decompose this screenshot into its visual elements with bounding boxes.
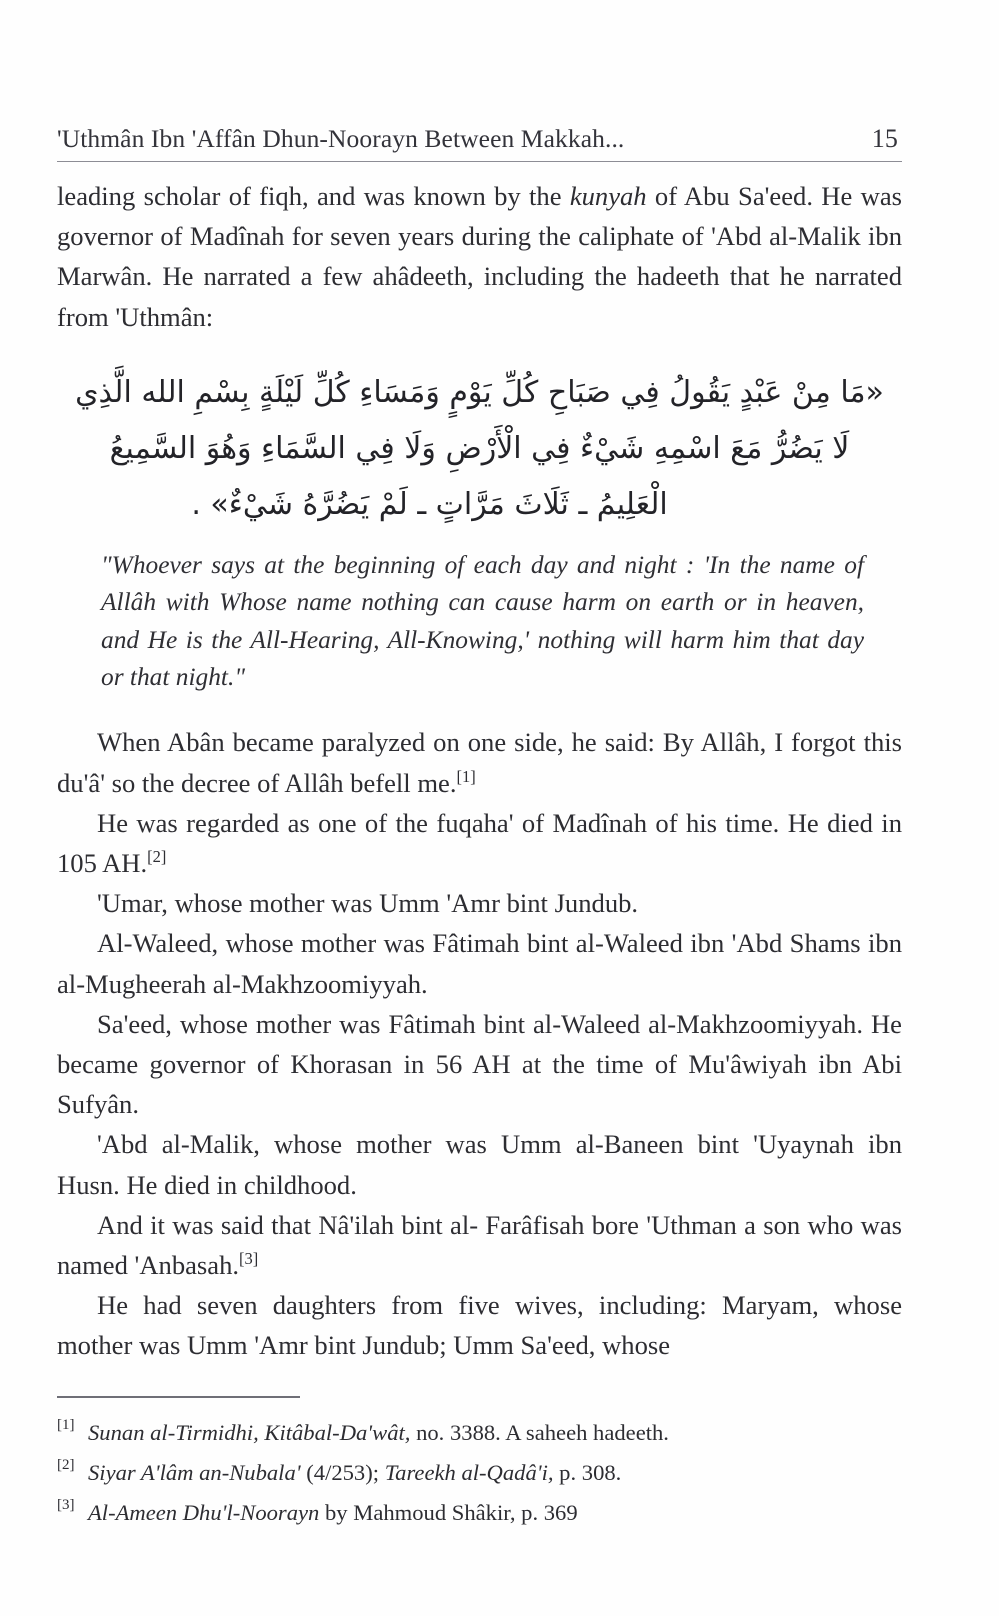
paragraph-aban-text: When Abân became paralyzed on one side, he said: By Allâh, I forgot this du'â' so the decree of Allâh befell me. — [57, 727, 902, 798]
footnote-3-marker: [3] — [57, 1496, 75, 1513]
paragraph-umar: 'Umar, whose mother was Umm 'Amr bint Jundub. — [97, 888, 639, 919]
paragraph-abd-al-malik: 'Abd al-Malik, whose mother was Umm al-Baneen bint 'Uyaynah ibn Husn. He died in childhood. — [57, 1129, 902, 1200]
paragraph-nailah-text: And it was said that Nâ'ilah bint al- Farâfisah bore 'Uthman a son who was named 'Anbasah. — [57, 1209, 902, 1281]
footnote-ref-3[interactable]: [3] — [239, 1249, 259, 1269]
paragraph-fuqaha-text: He was regarded as one of the fuqaha' of Madînah of his time. He died in 105 AH. — [57, 807, 902, 879]
footnote-2 — [57, 1456, 902, 1490]
footnote-3-rest: by Mahmoud Shâkir, p. 369 — [319, 1499, 578, 1525]
hadeeth-translation: "Whoever says at the beginning of each day and night : 'In the name of Allâh with Whose name nothing can cause harm on earth or in heaven, and He is the All-Hearing, All-Knowing,' nothing will harm him that day or that night." — [101, 550, 864, 692]
footnote-1-text — [88, 1416, 902, 1450]
paragraph-text-b: of Abu Sa'eed. He was governor of Madînah for seven years during the caliphate of 'Abd al-Malik ibn Marwân. He narrated a few ahâdeeth, including the hadeeth that he narrated from 'Uthmân: — [57, 181, 902, 332]
footnote-2-title: Siyar A'lâm an-Nubala' — [88, 1459, 301, 1485]
footnote-ref-2[interactable]: [2] — [147, 847, 167, 867]
footnote-2-marker: [2] — [57, 1456, 75, 1473]
footnote-2-middle: (4/253); — [300, 1459, 385, 1485]
paragraph-text-a: leading scholar of fiqh, and was known by the — [57, 181, 570, 211]
paragraph-continuation — [57, 176, 902, 337]
page-content — [57, 124, 902, 1366]
footnote-1-rest: no. 3388. A saheeh hadeeth. — [410, 1419, 669, 1445]
arabic-line-3: الْعَلِيمُ ـ ثَلَاثَ مَرَّاتٍ ـ لَمْ يَضُرَّهُ شَيْءٌ» . — [191, 486, 668, 522]
paragraph-fuqaha — [57, 803, 902, 883]
footnote-ref-1[interactable]: [1] — [456, 766, 476, 786]
footnote-3 — [57, 1496, 902, 1530]
footnote-3-text — [88, 1496, 902, 1530]
footnote-2-title2: Tareekh al-Qadâ'i, — [384, 1459, 554, 1485]
arabic-line-1: «مَا مِنْ عَبْدٍ يَقُولُ فِي صَبَاحِ كُلِّ يَوْمٍ وَمَسَاءِ كُلِّ لَيْلَةٍ بِسْمِ الله الَّذِي — [75, 374, 884, 410]
arabic-hadeeth-block — [57, 365, 902, 533]
header-rule — [57, 161, 902, 162]
page-number: 15 — [871, 124, 898, 153]
running-head — [57, 124, 902, 154]
paragraph-nailah — [57, 1205, 902, 1285]
footnote-1-title: Sunan al-Tirmidhi, Kitâbal-Da'wât, — [88, 1419, 411, 1445]
footnote-3-title: Al-Ameen Dhu'l-Noorayn — [88, 1499, 320, 1525]
paragraph-al-waleed: Al-Waleed, whose mother was Fâtimah bint al-Waleed ibn 'Abd Shams ibn al-Mugheerah al-Makhzoomiyyah. — [57, 928, 902, 999]
footnote-2-rest: p. 308. — [553, 1459, 622, 1485]
footnote-1-marker: [1] — [57, 1416, 75, 1433]
paragraph-aban — [57, 722, 902, 802]
kunyah-italic: kunyah — [569, 181, 647, 211]
running-head-title: 'Uthmân Ibn 'Affân Dhun-Noorayn Between Makkah... — [57, 124, 625, 153]
paragraph-saeed: Sa'eed, whose mother was Fâtimah bint al-Waleed al-Makhzoomiyyah. He became governor of Khorasan in 56 AH at the time of Mu'âwiyah ibn Abi Sufyân. — [57, 1008, 902, 1120]
arabic-line-2: لَا يَضُرُّ مَعَ اسْمِهِ شَيْءٌ فِي الْأَرْضِ وَلَا فِي السَّمَاءِ وَهُوَ السَّمِيعُ — [109, 430, 850, 466]
footnotes-section — [57, 1396, 902, 1536]
footnote-1 — [57, 1416, 902, 1450]
footnote-separator-rule — [57, 1396, 300, 1398]
paragraph-daughters: He had seven daughters from five wives, including: Maryam, whose mother was Umm 'Amr bint Jundub; Umm Sa'eed, whose — [57, 1290, 902, 1361]
footnote-2-text — [88, 1456, 902, 1490]
